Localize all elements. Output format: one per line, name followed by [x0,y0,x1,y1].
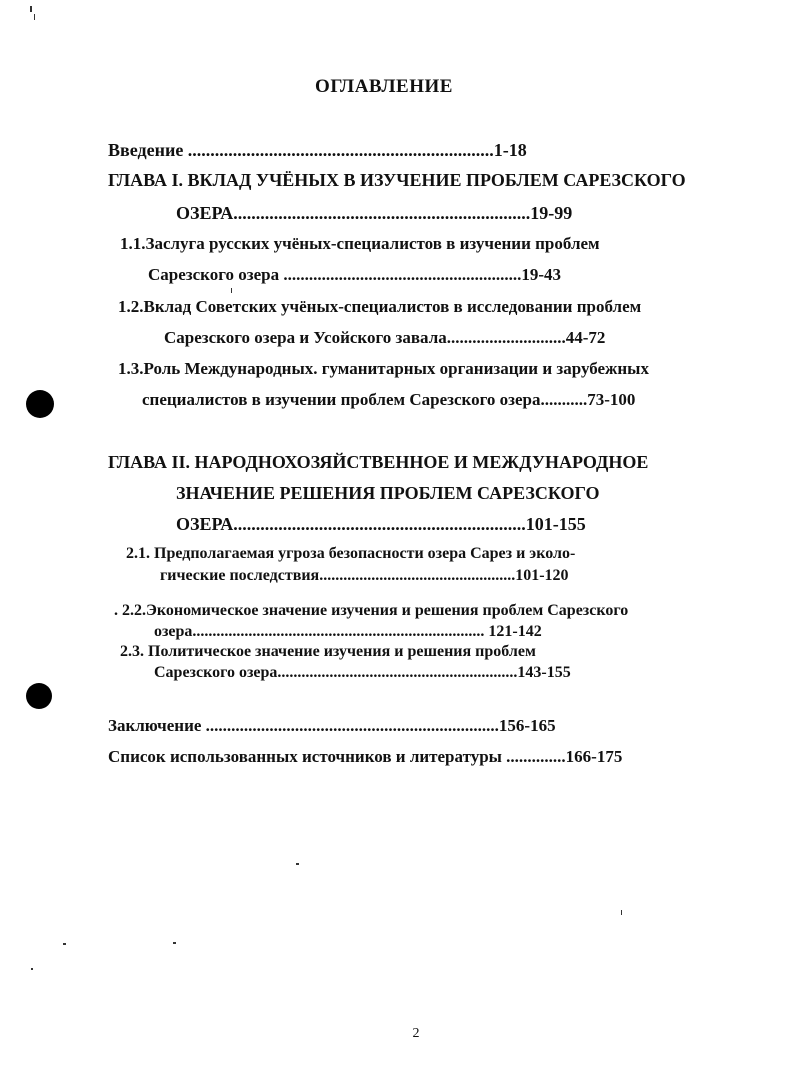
scan-speck [621,910,622,915]
toc-section-1-1-line1: 1.1.Заслуга русских учёных-специалистов в изучении проблем [120,234,600,253]
scan-speck [31,968,33,970]
scan-speck [30,6,32,12]
toc-section-2-1-line1: 2.1. Предполагаемая угроза безопасности озера Сарез и эколо- [126,545,576,562]
toc-section-2-2-line1: . 2.2.Экономическое значение изучения и решения проблем Сарезского [114,602,629,619]
toc-section-2-2-line2: озера......................................................................... 121-142 [154,623,542,640]
scan-speck [34,14,35,20]
page-number: 2 [412,1026,420,1041]
toc-section-1-3-line1: 1.3.Роль Международных. гуманитарных организации и зарубежных [118,359,649,378]
toc-entry-introduction: Введение ....................................................................1-18 [108,140,527,160]
toc-section-2-3-line2: Сарезского озера............................................................143-155 [154,664,571,681]
scan-speck [173,942,176,944]
toc-entry-sources: Список использованных источников и литературы ..............166-175 [108,747,623,766]
toc-chapter-2-line3: ОЗЕРА.................................................................101-155 [176,514,586,534]
toc-section-2-3-line1: 2.3. Политическое значение изучения и решения проблем [120,643,536,660]
toc-section-1-3-line2: специалистов в изучении проблем Сарезского озера...........73-100 [142,390,636,409]
toc-chapter-2-line2: ЗНАЧЕНИЕ РЕШЕНИЯ ПРОБЛЕМ САРЕЗСКОГО [176,483,600,503]
scan-speck [231,288,232,293]
punch-hole-upper [26,390,54,418]
toc-section-2-1-line2: гические последствия.................................................101-120 [160,567,569,584]
punch-hole-lower [26,683,52,709]
toc-section-1-1-line2: Сарезского озера ........................................................19-43 [148,265,562,284]
toc-title: ОГЛАВЛЕНИЕ [315,76,453,97]
scan-speck [296,863,299,865]
scan-speck [63,943,66,945]
toc-section-1-2-line1: 1.2.Вклад Советских учёных-специалистов в исследовании проблем [118,297,642,316]
toc-chapter-1-line2: ОЗЕРА..................................................................19-99 [176,203,573,223]
toc-section-1-2-line2: Сарезского озера и Усойского завала............................44-72 [164,328,606,347]
toc-chapter-2-line1: ГЛАВА II. НАРОДНОХОЗЯЙСТВЕННОЕ И МЕЖДУНАРОДНОЕ [108,452,649,472]
toc-entry-conclusion: Заключение .....................................................................156-165 [108,716,556,735]
toc-chapter-1-line1: ГЛАВА I. ВКЛАД УЧЁНЫХ В ИЗУЧЕНИЕ ПРОБЛЕМ САРЕЗСКОГО [108,170,686,190]
